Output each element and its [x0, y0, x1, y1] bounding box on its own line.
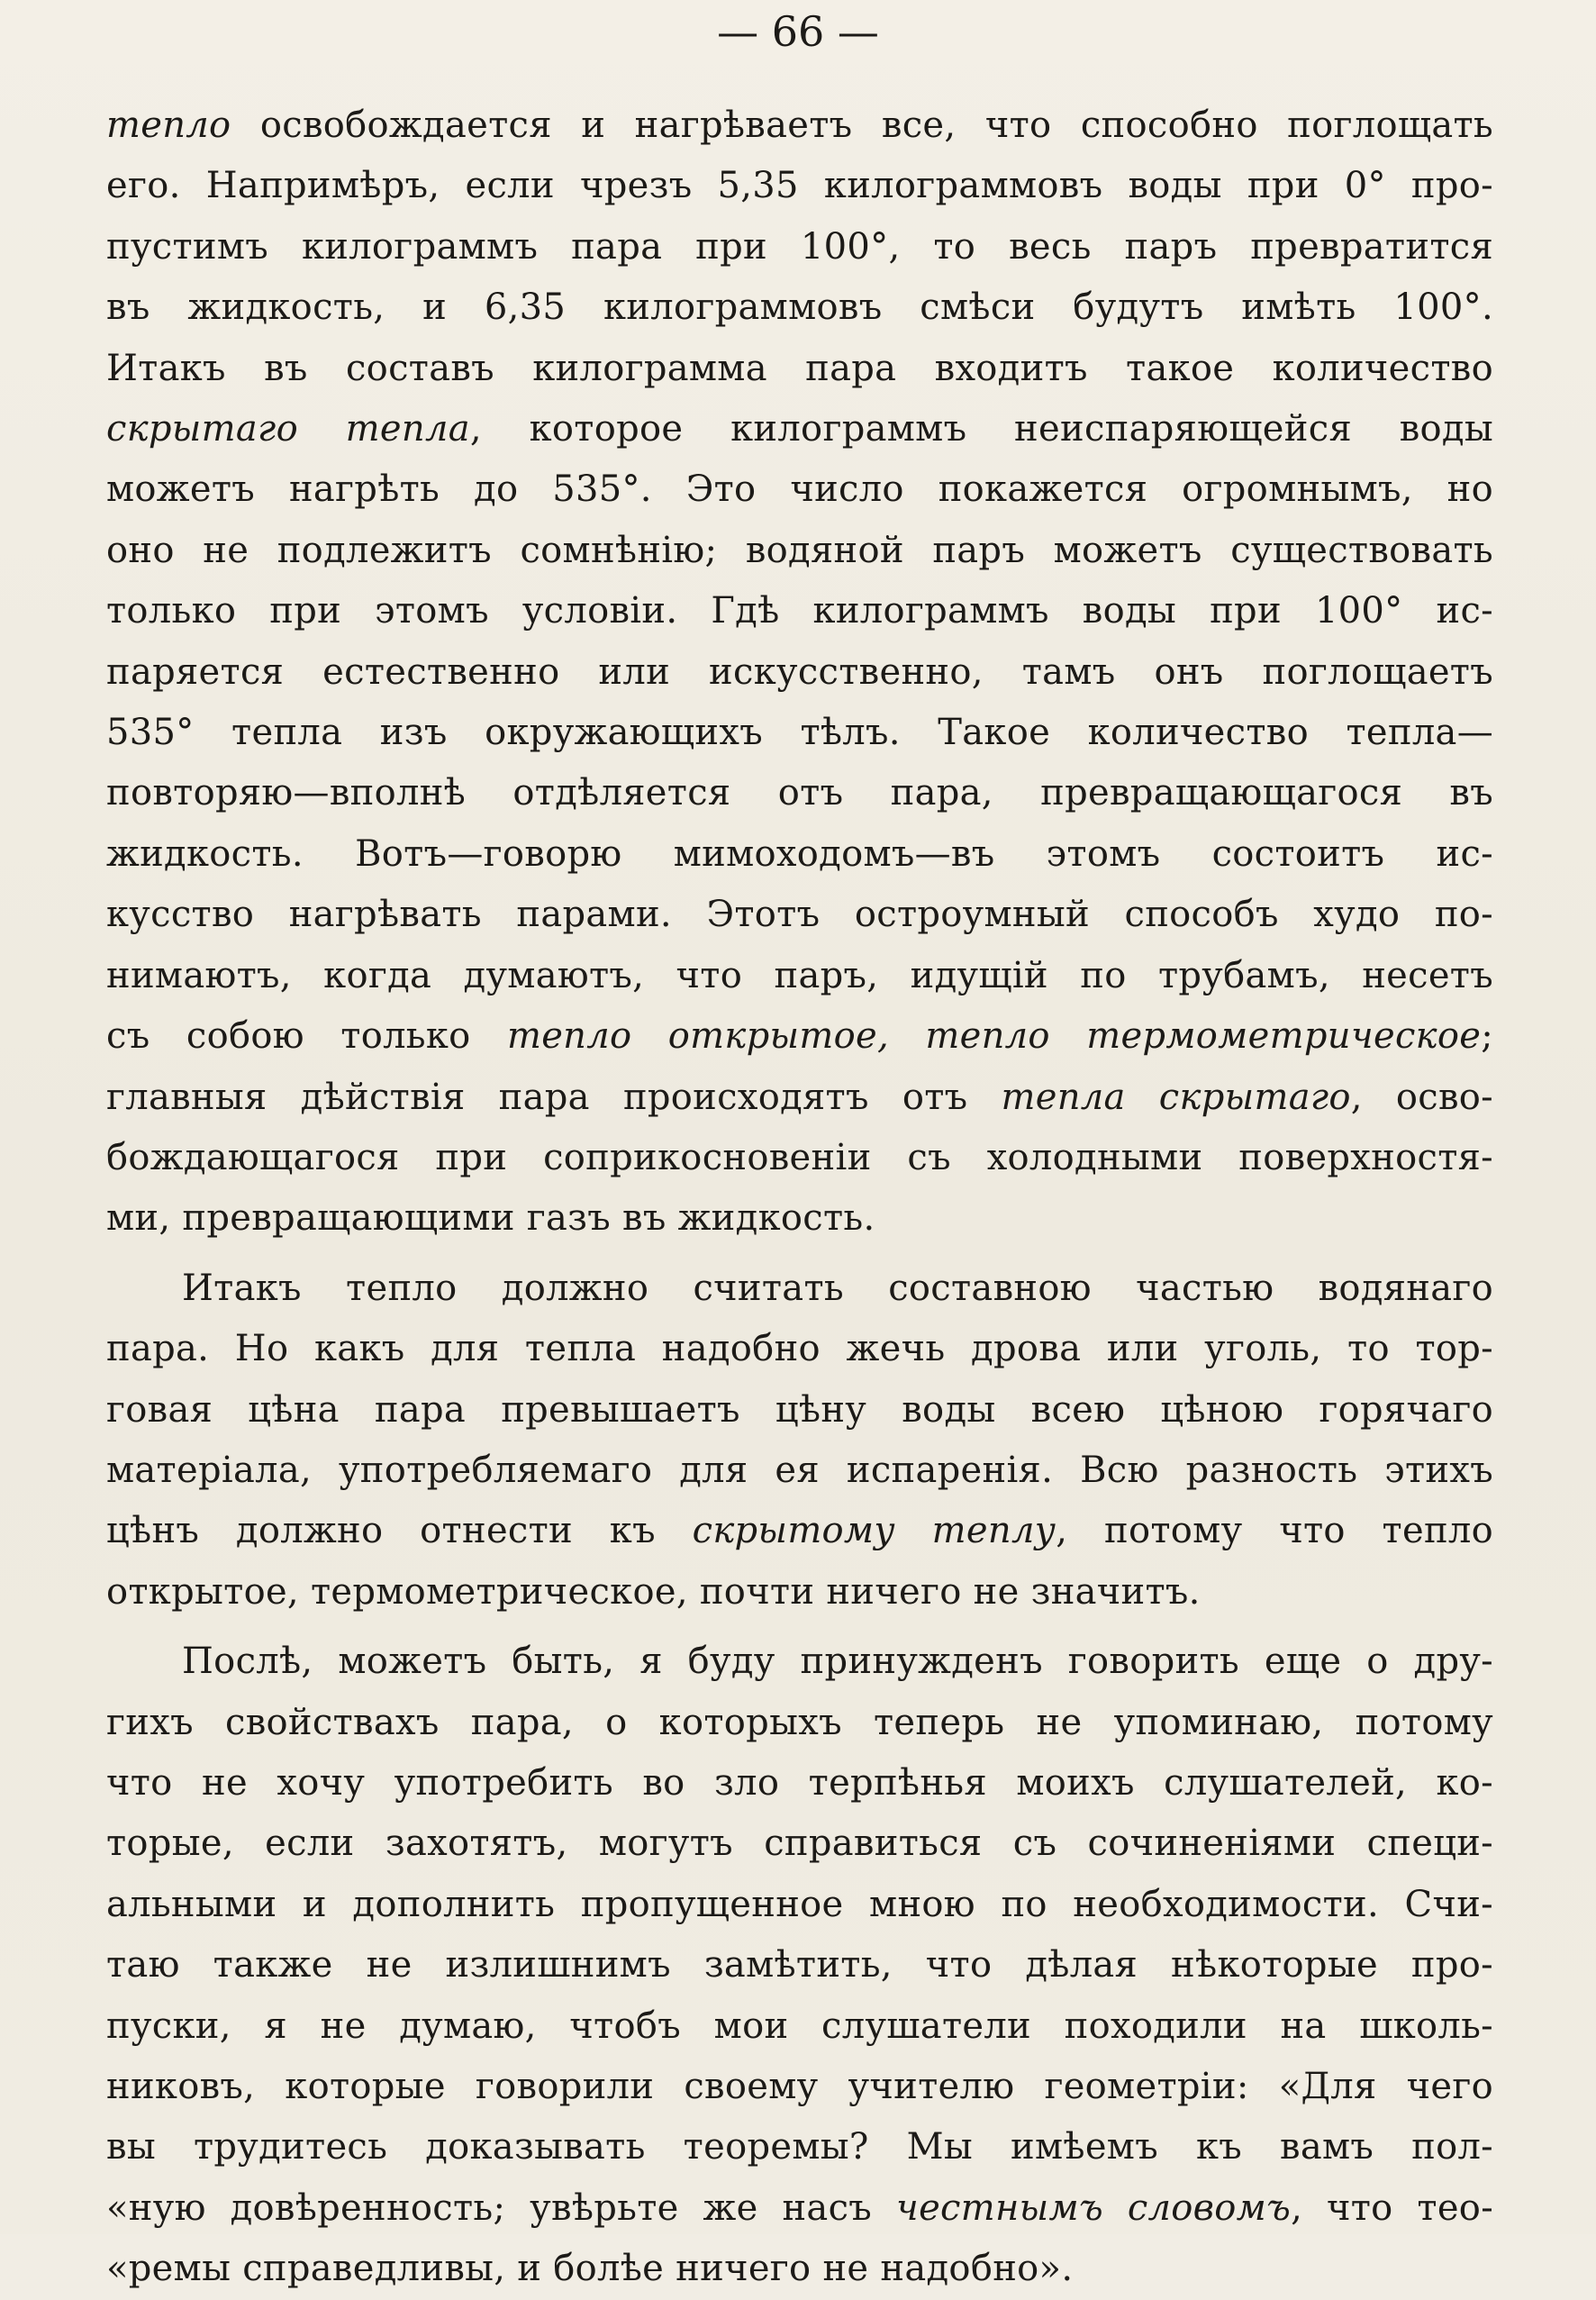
text-run: альными и дополнить пропущенное мною по необходимости. Счи-	[106, 1883, 1493, 1925]
text-run: Итакъ въ составъ килограмма пара входитъ такое количество	[106, 347, 1493, 389]
text-line	[106, 1128, 1493, 1188]
text-run: оно не подлежитъ сомнѣнію; водяной паръ можетъ существовать	[106, 529, 1493, 571]
text-run: нимаютъ, когда думаютъ, что паръ, идущій по трубамъ, несетъ	[106, 954, 1493, 996]
text-run: открытое, термометрическое, почти ничего не значитъ.	[106, 1570, 1201, 1613]
text-line	[106, 2057, 1493, 2117]
text-line	[106, 1441, 1493, 1501]
text-line	[106, 1753, 1493, 1814]
text-line	[106, 642, 1493, 703]
text-run: Итакъ тепло должно считать составною частью водянаго	[182, 1267, 1493, 1309]
text-line	[106, 1814, 1493, 1874]
text-run: освобождается и нагрѣваетъ все, что способно поглощать	[231, 105, 1493, 146]
italic-text: тепло	[106, 105, 231, 146]
text-run: говая цѣна пара превышаетъ цѣну воды всею цѣною горячаго	[106, 1388, 1493, 1431]
text-run: повторяю—вполнѣ отдѣляется отъ пара, превращающагося въ	[106, 772, 1493, 814]
text-run: паряется естественно или искусственно, тамъ онъ поглощаетъ	[106, 650, 1493, 693]
text-run: гихъ свойствахъ пара, о которыхъ теперь не упоминаю, потому	[106, 1701, 1493, 1743]
paragraph	[106, 1632, 1493, 2299]
text-run: только при этомъ условіи. Гдѣ килограммъ воды при 100° ис-	[106, 590, 1493, 632]
text-run: пустимъ килограммъ пара при 100°, то весь паръ превратится	[106, 225, 1493, 268]
text-run: , которое килограммъ неиспаряющейся воды	[469, 408, 1493, 450]
italic-text: тепла скрытаго	[1001, 1076, 1351, 1118]
text-run: «ремы справедливы, и болѣе ничего не надобно».	[106, 2248, 1074, 2290]
text-line	[106, 1693, 1493, 1753]
text-line	[106, 1319, 1493, 1379]
text-line	[106, 156, 1493, 216]
text-run: матеріала, употребляемаго для ея испаренія. Всю разность этихъ	[106, 1449, 1493, 1491]
italic-text: тепло открытое, тепло термометрическое	[506, 1015, 1482, 1058]
text-line	[106, 763, 1493, 823]
text-line	[106, 581, 1493, 641]
text-run: жидкость. Вотъ—говорю мимоходомъ—въ этомъ состоитъ ис-	[106, 832, 1493, 875]
paragraph-gap	[106, 1623, 1493, 1632]
text-run: Послѣ, можетъ быть, я буду принужденъ говорить еще о дру-	[182, 1641, 1493, 1683]
text-run: кусство нагрѣвать парами. Этотъ остроумный способъ худо по-	[106, 894, 1493, 936]
text-line	[106, 1188, 1493, 1249]
text-line	[106, 824, 1493, 885]
text-run: въ жидкость, и 6,35 килограммовъ смѣси будутъ имѣть 100°.	[106, 286, 1493, 329]
text-run: ми, превращающими газъ въ жидкость.	[106, 1197, 875, 1240]
text-line	[106, 703, 1493, 763]
italic-text: честнымъ словомъ	[895, 2186, 1292, 2229]
text-run: ;	[1481, 1015, 1493, 1058]
text-line	[106, 339, 1493, 399]
text-line	[106, 2239, 1493, 2299]
text-line	[106, 1068, 1493, 1128]
text-run: «ную довѣренность; увѣрьте же насъ	[106, 2186, 896, 2229]
text-run: цѣнъ должно отнести къ	[106, 1510, 693, 1552]
text-run: таю также не излишнимъ замѣтить, что дѣлая нѣкоторые про-	[106, 1944, 1493, 1986]
text-run: съ собою только	[106, 1015, 507, 1058]
text-run: , что тео-	[1291, 2186, 1494, 2229]
text-line	[106, 399, 1493, 459]
paragraph	[106, 1259, 1493, 1623]
text-run: , потому что тепло	[1056, 1510, 1493, 1552]
text-line	[106, 885, 1493, 945]
text-run: торые, если захотятъ, могутъ справиться съ сочиненіями специ-	[106, 1823, 1493, 1865]
text-run: вы трудитесь доказывать теоремы? Мы имѣемъ къ вамъ пол-	[106, 2126, 1493, 2168]
text-line	[106, 1380, 1493, 1441]
text-run: что не хочу употребить во зло терпѣнья моихъ слушателей, ко-	[106, 1761, 1493, 1804]
text-run: пара. Но какъ для тепла надобно жечь дрова или уголь, то тор-	[106, 1328, 1493, 1370]
italic-text: скрытому теплу	[692, 1510, 1056, 1552]
italic-text: скрытаго тепла	[106, 408, 470, 450]
text-run: главныя дѣйствія пара происходятъ отъ	[106, 1076, 1002, 1118]
paragraph	[106, 95, 1493, 1250]
text-line	[106, 1259, 1493, 1319]
text-line	[106, 2117, 1493, 2177]
text-line	[106, 1006, 1493, 1067]
text-run: 535° тепла изъ окружающихъ тѣлъ. Такое количество тепла—	[106, 712, 1493, 754]
text-run: бождающагося при соприкосновеніи съ холодными поверхностя-	[106, 1136, 1493, 1178]
text-run: его. Напримѣръ, если чрезъ 5,35 килограммовъ воды при 0° про-	[106, 165, 1493, 207]
text-line	[106, 1875, 1493, 1935]
text-line	[106, 1562, 1493, 1623]
text-line	[106, 1935, 1493, 1995]
text-line	[106, 217, 1493, 277]
text-line	[106, 95, 1493, 156]
page-number: — 66 —	[717, 7, 879, 56]
text-line	[106, 1996, 1493, 2057]
text-run: пуски, я не думаю, чтобъ мои слушатели походили на школь-	[106, 2005, 1493, 2047]
text-line	[106, 521, 1493, 581]
text-run: никовъ, которые говорили своему учителю геометріи: «Для чего	[106, 2066, 1493, 2107]
body-text	[106, 95, 1493, 2300]
text-run: , осво-	[1350, 1076, 1493, 1118]
text-line	[106, 1632, 1493, 1692]
paragraph-gap	[106, 1250, 1493, 1259]
text-run: можетъ нагрѣть до 535°. Это число покажется огромнымъ, но	[106, 468, 1493, 511]
text-line	[106, 459, 1493, 520]
text-line	[106, 2178, 1493, 2239]
text-line	[106, 277, 1493, 338]
text-line	[106, 946, 1493, 1006]
text-line	[106, 1501, 1493, 1561]
